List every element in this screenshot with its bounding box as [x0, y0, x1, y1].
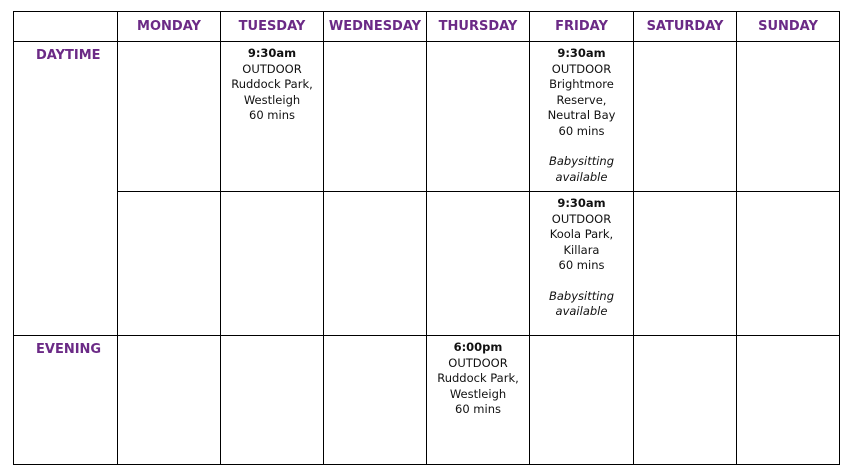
- session-type: OUTDOOR: [551, 211, 612, 226]
- header-sunday: SUNDAY: [737, 12, 840, 42]
- evening-row: [14, 336, 840, 465]
- cell-wed-daytime-1: [324, 42, 427, 192]
- header-saturday: SATURDAY: [634, 12, 737, 42]
- cell-mon-daytime-1: [118, 42, 221, 192]
- cell-sun-evening: [737, 336, 840, 465]
- cell-sat-daytime-2: [634, 192, 737, 336]
- cell-thu-daytime-2: [427, 192, 530, 336]
- session-time: 9:30am: [557, 196, 606, 210]
- session-tuesday-daytime: [221, 42, 324, 192]
- cell-tue-daytime-2: [221, 192, 324, 336]
- header-thursday: THURSDAY: [427, 12, 530, 42]
- daytime-label: DAYTIME: [14, 42, 118, 336]
- header-wednesday: WEDNESDAY: [324, 12, 427, 42]
- session-duration: 60 mins: [558, 123, 605, 138]
- session-thursday-evening: [427, 336, 530, 465]
- session-type: OUTDOOR: [448, 355, 508, 370]
- session-location-line: Neutral Bay: [547, 108, 616, 122]
- session-location-line: Reserve,: [556, 92, 607, 107]
- header-tuesday: TUESDAY: [221, 12, 324, 42]
- session-location-line: Ruddock Park,: [437, 371, 519, 385]
- daytime-row-1: [14, 42, 840, 192]
- cell-thu-daytime-1: [427, 42, 530, 192]
- header-monday: MONDAY: [118, 12, 221, 42]
- cell-sat-daytime-1: [634, 42, 737, 192]
- header-corner: [14, 12, 118, 42]
- cell-sun-daytime-2: [737, 192, 840, 336]
- session-friday-daytime-2: [530, 192, 634, 336]
- session-location-line: Ruddock Park,: [231, 77, 313, 91]
- session-location-line: Brightmore: [549, 77, 614, 91]
- session-note-line: available: [555, 169, 608, 184]
- header-friday: FRIDAY: [530, 12, 634, 42]
- session-type: OUTDOOR: [242, 61, 302, 76]
- session-time: 6:00pm: [453, 340, 503, 354]
- daytime-row-2: [14, 192, 840, 336]
- cell-wed-daytime-2: [324, 192, 427, 336]
- header-row: [14, 12, 840, 42]
- session-note-line: available: [555, 304, 608, 318]
- cell-fri-evening: [530, 336, 634, 465]
- cell-tue-evening: [221, 336, 324, 465]
- cell-sun-daytime-1: [737, 42, 840, 192]
- session-duration: 60 mins: [558, 258, 605, 272]
- session-time: 9:30am: [247, 46, 297, 60]
- session-location-line: Westleigh: [243, 92, 301, 107]
- class-timetable: [13, 11, 840, 465]
- session-duration: 60 mins: [455, 402, 501, 416]
- session-duration: 60 mins: [249, 108, 295, 122]
- session-note: [530, 289, 633, 320]
- evening-label: EVENING: [14, 336, 118, 465]
- session-location-line: Westleigh: [449, 386, 507, 401]
- session-note-line: Babysitting: [548, 288, 615, 303]
- session-note-line: Babysitting: [548, 154, 615, 168]
- session-time: 9:30am: [557, 46, 606, 60]
- cell-sat-evening: [634, 336, 737, 465]
- session-type: OUTDOOR: [551, 61, 612, 76]
- cell-mon-evening: [118, 336, 221, 465]
- cell-mon-daytime-2: [118, 192, 221, 336]
- session-location-line: Killara: [563, 242, 600, 257]
- cell-wed-evening: [324, 336, 427, 465]
- session-note: [530, 154, 633, 185]
- session-friday-daytime-1: [530, 42, 634, 192]
- session-location-line: Koola Park,: [549, 227, 614, 241]
